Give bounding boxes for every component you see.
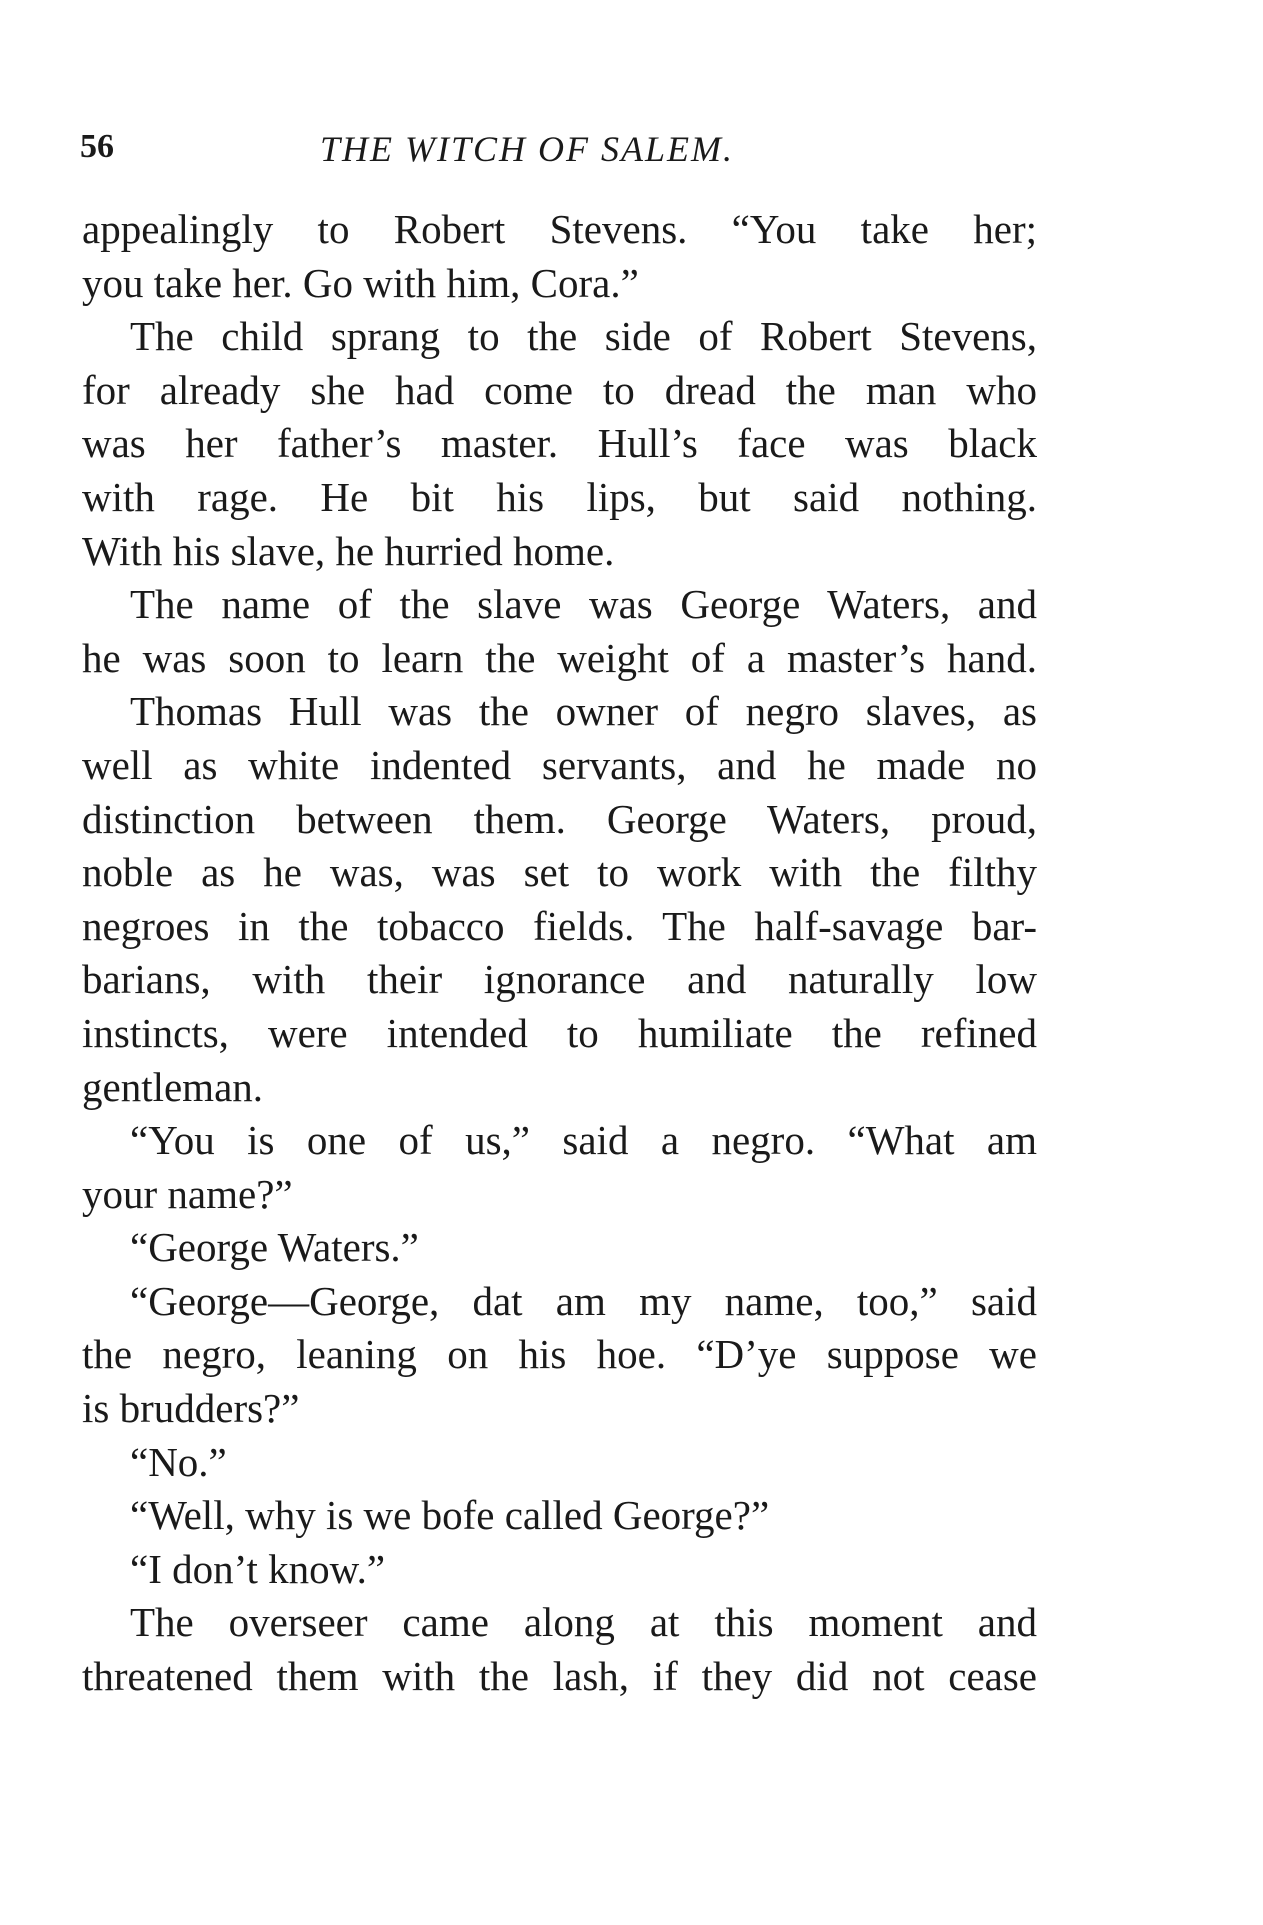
- text-line: negroes in the tobacco fields. The half-savage bar-: [82, 902, 1037, 949]
- text-line: “No.”: [130, 1438, 227, 1485]
- page-body: [82, 203, 1037, 1704]
- text-line: With his slave, he hurried home.: [82, 527, 615, 574]
- text-line: he was soon to learn the weight of a master’s hand.: [82, 634, 1037, 681]
- text-line: “Well, why is we bofe called George?”: [130, 1492, 770, 1539]
- text-line: The overseer came along at this moment and: [130, 1599, 1037, 1646]
- page-header: [80, 128, 1040, 178]
- text-line: for already she had come to dread the man who: [82, 366, 1037, 413]
- text-line: “I don’t know.”: [130, 1545, 386, 1592]
- text-line: with rage. He bit his lips, but said nothing.: [82, 473, 1037, 520]
- text-line: Thomas Hull was the owner of negro slaves, as: [130, 688, 1037, 735]
- text-line: “You is one of us,” said a negro. “What am: [130, 1117, 1037, 1164]
- text-line: you take her. Go with him, Cora.”: [82, 259, 639, 306]
- text-line: instincts, were intended to humiliate the refined: [82, 1009, 1037, 1056]
- page-number: 56: [80, 128, 114, 165]
- text-line: “George Waters.”: [130, 1224, 419, 1271]
- text-line: was her father’s master. Hull’s face was black: [82, 420, 1037, 467]
- text-line: the negro, leaning on his hoe. “D’ye suppose we: [82, 1331, 1037, 1378]
- text-line: “George—George, dat am my name, too,” said: [130, 1277, 1037, 1324]
- text-line: well as white indented servants, and he made no: [82, 741, 1037, 788]
- text-line: The name of the slave was George Waters, and: [130, 581, 1037, 628]
- text-line: appealingly to Robert Stevens. “You take her;: [82, 206, 1037, 252]
- running-title: THE WITCH OF SALEM.: [320, 129, 734, 169]
- text-line: barians, with their ignorance and naturally low: [82, 956, 1037, 1003]
- text-line: distinction between them. George Waters, proud,: [82, 795, 1037, 842]
- text-line: gentleman.: [82, 1063, 264, 1110]
- text-line: is brudders?”: [82, 1385, 300, 1432]
- text-line: noble as he was, was set to work with the filthy: [82, 849, 1037, 896]
- text-line: your name?”: [82, 1170, 293, 1217]
- text-line: threatened them with the lash, if they did not cease: [82, 1653, 1037, 1700]
- text-line: The child sprang to the side of Robert Stevens,: [130, 313, 1037, 360]
